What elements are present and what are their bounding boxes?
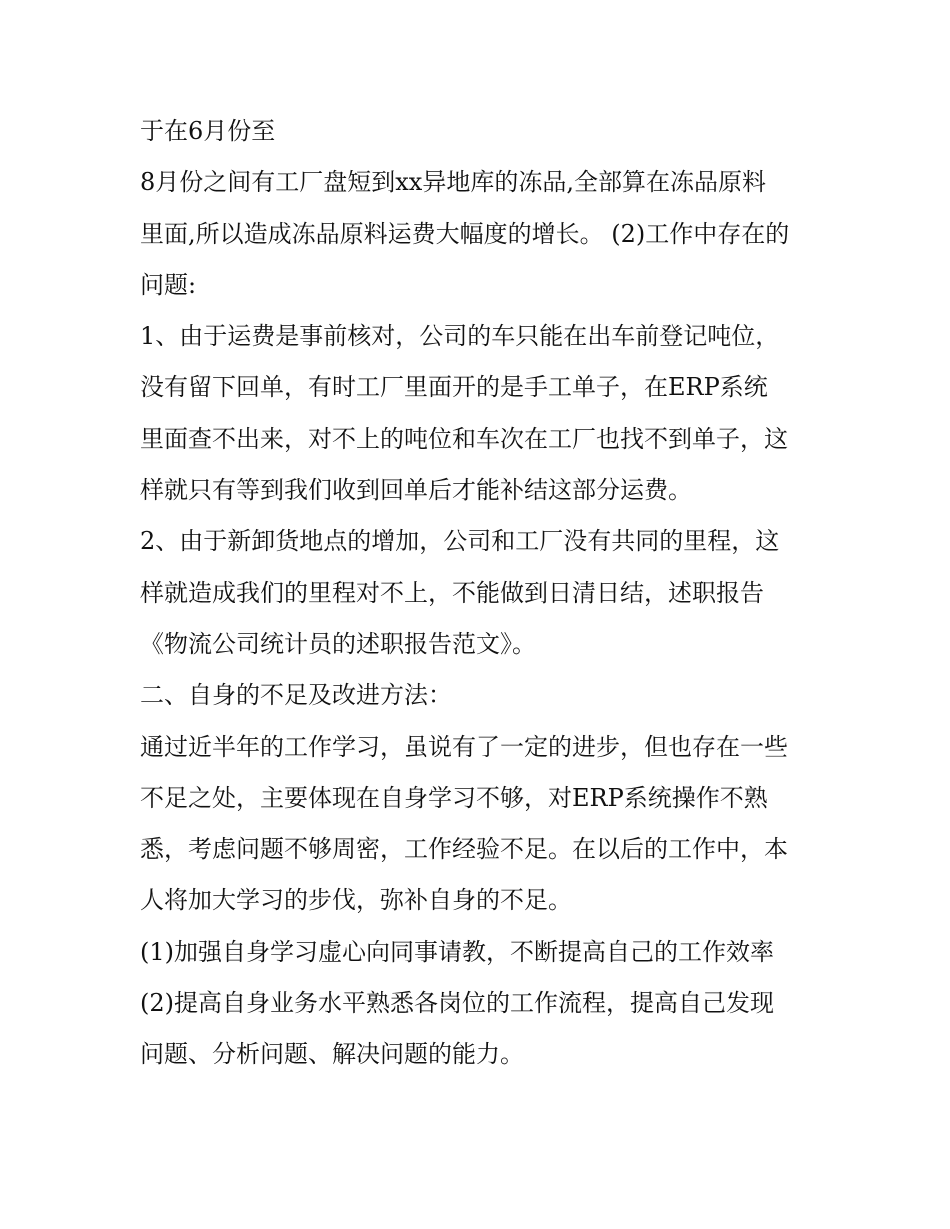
text-line: (1)加强自身学习虚心向同事请教，不断提高自己的工作效率	[140, 937, 774, 966]
text-line: 于在6月份至	[140, 117, 276, 145]
text-line: 悉，考虑问题不够周密，工作经验不足。在以后的工作中，本	[140, 835, 788, 864]
section-heading: 二、自身的不足及改进方法：	[140, 681, 452, 710]
document-body	[140, 106, 820, 1081]
text-line: 样就造成我们的里程对不上，不能做到日清日结，述职报告	[140, 578, 764, 607]
text-line: 8月份之间有工厂盘短到xx异地库的冻品,全部算在冻品原料	[140, 168, 766, 197]
text-line: 人将加大学习的步伐，弥补自身的不足。	[140, 886, 572, 915]
text-line: 里面查不出来，对不上的吨位和车次在工厂也找不到单子，这	[140, 424, 788, 453]
text-line: (2)提高自身业务水平熟悉各岗位的工作流程，提高自己发现	[140, 989, 774, 1018]
text-line: 问题:	[140, 270, 197, 299]
text-line: 通过近半年的工作学习，虽说有了一定的进步，但也存在一些	[140, 732, 788, 761]
text-line: 《物流公司统计员的述职报告范文》。	[140, 629, 536, 658]
text-line: 不足之处，主要体现在自身学习不够，对ERP系统操作不熟	[140, 783, 768, 812]
text-line: 没有留下回单，有时工厂里面开的是手工单子，在ERP系统	[140, 373, 768, 402]
text-line: 2、由于新卸货地点的增加，公司和工厂没有共同的里程，这	[140, 527, 780, 556]
text-line: 样就只有等到我们收到回单后才能补结这部分运费。	[140, 476, 692, 505]
text-line: 1、由于运费是事前核对，公司的车只能在出车前登记吨位，	[140, 322, 780, 351]
text-line: 里面,所以造成冻品原料运费大幅度的增长。 (2)工作中存在的	[140, 219, 790, 248]
text-line: 问题、分析问题、解决问题的能力。	[140, 1040, 524, 1069]
